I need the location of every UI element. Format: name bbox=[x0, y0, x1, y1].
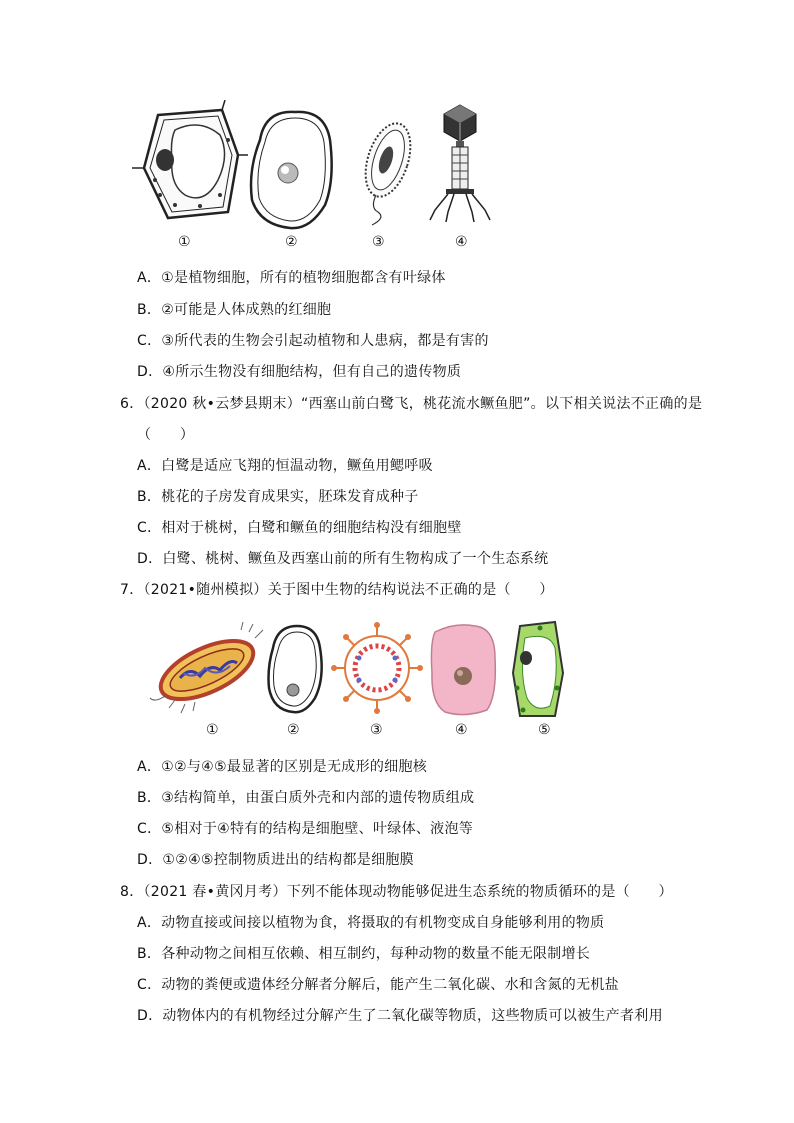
round-cell-image bbox=[251, 112, 332, 228]
q6-stem: 6．（2020 秋•云梦县期末）“西塞山前白鹭飞，桃花流水鳜鱼肥”。以下相关说法不正确的是 bbox=[120, 396, 703, 412]
q5-option-a: A．①是植物细胞，所有的植物细胞都含有叶绿体 bbox=[137, 270, 446, 286]
q5-option-b: B．②可能是人体成熟的红细胞 bbox=[137, 302, 332, 318]
q7-option-c: C．⑤相对于④特有的结构是细胞壁、叶绿体、液泡等 bbox=[137, 821, 474, 837]
q6-option-b: B．桃花的子房发育成果实，胚珠发育成种子 bbox=[137, 489, 419, 505]
figure1-label-3: ③ bbox=[372, 234, 385, 250]
q5-option-d: D．④所示生物没有细胞结构，但有自己的遗传物质 bbox=[137, 364, 462, 380]
q8-option-b: B．各种动物之间相互依赖、相互制约，每种动物的数量不能无限制增长 bbox=[137, 946, 591, 962]
q8-option-c: C．动物的粪便或遗体经分解者分解后，能产生二氧化碳、水和含氮的无机盐 bbox=[137, 977, 619, 993]
q7-option-d: D．①②④⑤控制物质进出的结构都是细胞膜 bbox=[137, 852, 414, 868]
q7-option-a: A．①②与④⑤最显著的区别是无成形的细胞核 bbox=[137, 759, 428, 775]
virus-image bbox=[430, 105, 490, 222]
figure2-label-5: ⑤ bbox=[538, 722, 551, 738]
q8-option-d: D．动物体内的有机物经过分解产生了二氧化碳等物质，这些物质可以被生产者利用 bbox=[137, 1008, 663, 1024]
figure1-label-2: ② bbox=[285, 234, 298, 250]
q6-option-c: C．相对于桃树，白鹭和鳜鱼的细胞结构没有细胞壁 bbox=[137, 520, 462, 536]
figure-1 bbox=[130, 100, 510, 235]
figure2-label-2: ② bbox=[287, 722, 300, 738]
plant-cell-image bbox=[132, 100, 248, 218]
plant-cell-color-image bbox=[513, 622, 563, 716]
figure1-label-4: ④ bbox=[455, 234, 468, 250]
q8-stem: 8．（2021 春•黄冈月考）下列不能体现动物能够促进生态系统的物质循环的是（ ） bbox=[120, 884, 673, 900]
q7-option-b: B．③结构简单，由蛋白质外壳和内部的遗传物质组成 bbox=[137, 790, 475, 806]
animal-cell-image bbox=[431, 625, 495, 715]
q7-stem: 7．（2021•随州模拟）关于图中生物的结构说法不正确的是（ ） bbox=[120, 582, 554, 598]
q6-option-d: D．白鹭、桃树、鳜鱼及西塞山前的所有生物构成了一个生态系统 bbox=[137, 551, 549, 567]
q5-option-c: C．③所代表的生物会引起动植物和人患病，都是有害的 bbox=[137, 333, 489, 349]
q6-option-a: A．白鹭是适应飞翔的恒温动物，鳜鱼用鳃呼吸 bbox=[137, 458, 433, 474]
figure2-label-3: ③ bbox=[370, 722, 383, 738]
egg-cell-image bbox=[269, 626, 322, 712]
figure2-label-1: ① bbox=[206, 722, 219, 738]
bacterium-image bbox=[357, 118, 419, 225]
q8-option-a: A．动物直接或间接以植物为食，将摄取的有机物变成自身能够利用的物质 bbox=[137, 915, 605, 931]
figure2-label-4: ④ bbox=[455, 722, 468, 738]
coronavirus-image bbox=[331, 622, 423, 714]
bacterium-color-image bbox=[150, 622, 263, 713]
q6-answer-blank: （ ） bbox=[137, 427, 195, 443]
figure1-label-1: ① bbox=[178, 234, 191, 250]
figure-2 bbox=[145, 618, 565, 718]
